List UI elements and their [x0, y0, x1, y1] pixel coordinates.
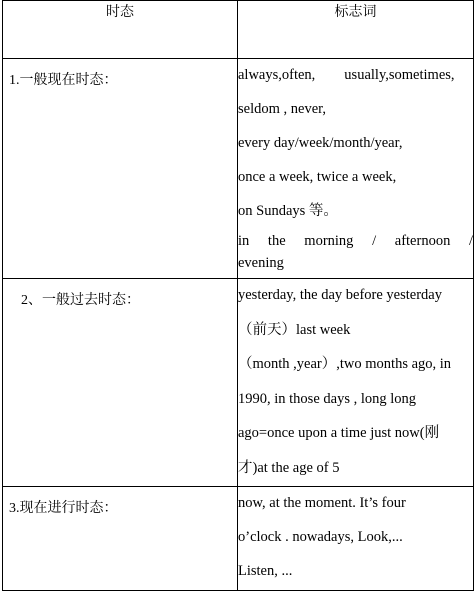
markers-cell [238, 279, 474, 487]
header-tense: 时态 [3, 1, 238, 59]
tense-name: 3.现在进行时态： [9, 501, 118, 516]
table-row [3, 487, 474, 591]
marker-line: once a week, twice a week, [238, 169, 397, 185]
tense-cell [3, 487, 238, 591]
marker-line: evening [238, 255, 284, 271]
tense-name: 1.一般现在时态： [9, 73, 118, 88]
table-row [3, 279, 474, 487]
marker-line: （前天）last week [238, 321, 351, 338]
table-header-row [3, 1, 474, 59]
marker-line: now, at the moment. It’s four [238, 495, 406, 511]
marker-line: always,often, usually,sometimes, [238, 67, 455, 83]
marker-line: seldom , never, [238, 101, 327, 117]
tense-marker-table [2, 0, 474, 591]
tense-cell [3, 279, 238, 487]
marker-line: o’clock . nowadays, Look,... [238, 529, 403, 545]
marker-line: in the morning / afternoon / [238, 233, 473, 249]
tense-cell [3, 59, 238, 279]
table-row [3, 59, 474, 279]
marker-line: on Sundays 等。 [238, 203, 338, 219]
markers-cell [238, 487, 474, 591]
marker-line: yesterday, the day before yesterday [238, 287, 442, 303]
markers-cell [238, 59, 474, 279]
marker-line: （month ,year）,two months ago, in [238, 356, 452, 372]
marker-line: 1990, in those days , long long [238, 390, 417, 407]
marker-line: Listen, ... [238, 563, 293, 579]
marker-line: every day/week/month/year, [238, 135, 403, 151]
marker-line: ago=once upon a time just now(刚 [238, 425, 440, 441]
header-markers: 标志词 [238, 1, 474, 59]
tense-name: 2、一般过去时态： [21, 293, 140, 308]
marker-line: 才)at the age of 5 [238, 459, 340, 476]
